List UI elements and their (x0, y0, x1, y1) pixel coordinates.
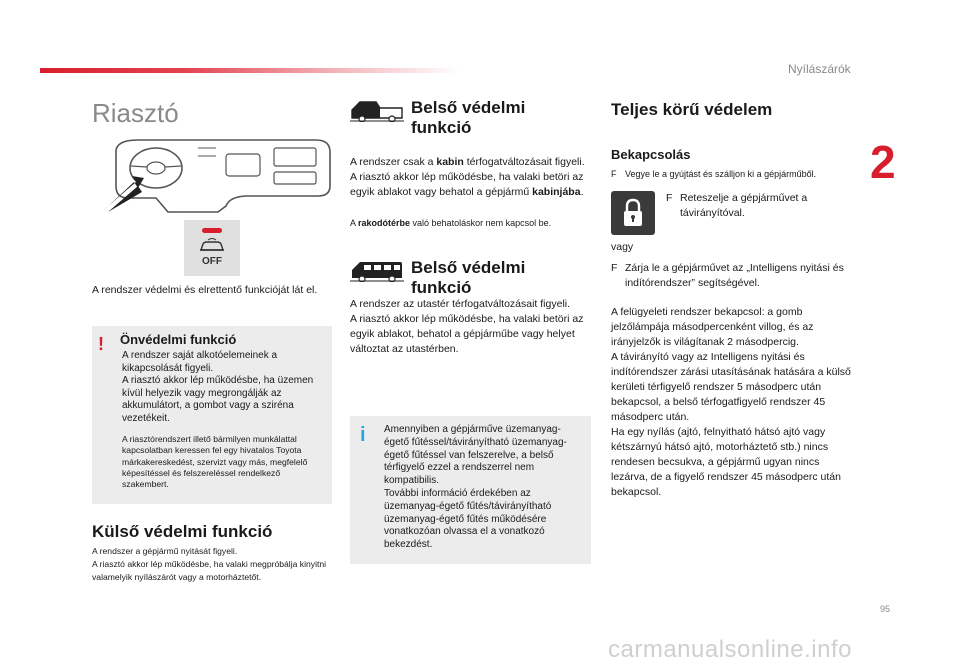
info-icon: i (360, 424, 366, 446)
bullet-symbol: F (611, 262, 618, 274)
text-run: térfogatváltozásait figyeli. A riasztó akkor lép működésbe, ha valaki betöri az egyik ablakot vagy behatol a gépjármű (350, 156, 585, 198)
warning-text-2: A riasztórendszert illető bármilyen munkálattal kapcsolatban keressen fel egy hivatalos Toyota márkakereskedést, szervizt vagy más, megfelelő képesítéssel és felszereléssel rendelkező szakembert. (122, 434, 308, 490)
bullet-symbol: F (666, 192, 673, 204)
watermark: carmanualsonline.info (608, 636, 852, 663)
warning-text-1: A rendszer saját alkotóelemeinek a kikapcsolását figyeli. A riasztó akkor lép működésbe, ha üzemen kívül helyezik vagy megrongálják az akkumulátort, a gombot vagy a sziréna vezetékeit. (122, 350, 314, 424)
text-run-bold: kabin (436, 156, 464, 168)
bullet-text: Reteszelje a gépjárművet a távirányítóval. (680, 192, 808, 219)
alarm-button-panel (184, 220, 240, 276)
activation-description: A felügyeleti rendszer bekapcsol: a gomb jelzőlámpája másodpercenként villog, és az irányjelzők is világítanak 2 másodpercig. A távirányító vagy az Intelligens nyitási és indítórendszer zárási utasításának hatására a külső kerületi térfigyelő rendszer 5 másodperc után bekapcsol, a belső térfogatfigyelő rendszer 45 másodperc után. Ha egy nyílás (ajtó, felnyitható hátsó ajtó vagy kétszárnyú hátsó ajtó, motorháztető stb.) nincs rendesen becsukva, a gépjármű ugyan nincs lezárva, de a figyelő rendszer 45 másodperc után bekapcsol. (611, 306, 851, 498)
external-protection-title: Külső védelmi funkció (92, 522, 273, 541)
activation-subtitle: Bekapcsolás (611, 147, 691, 162)
bullet-remote (666, 191, 846, 221)
cab-van-icon (350, 98, 404, 122)
internal-protection-note-1 (350, 217, 600, 229)
header-accent-bar (40, 68, 460, 73)
passenger-van-icon (350, 258, 404, 282)
full-protection-title: Teljes körű védelem (611, 100, 773, 119)
page-title: Riasztó (92, 98, 179, 128)
internal-protection-text-2: A rendszer az utastér térfogatváltozásait figyeli. A riasztó akkor lép működésbe, ha valaki betöri az egyik ablakot, behatol a gépjárműbe vagy helyet változtat az utastérben. (350, 298, 584, 355)
bullet-text: Zárja le a gépjárművet az „Intelligens nyitási és indítórendszer” segítségével. (625, 262, 844, 289)
text-run-bold: rakodótérbe (358, 218, 411, 228)
warning-title: Önvédelmi funkció (120, 332, 237, 347)
text-run-bold: kabinjába (532, 186, 581, 198)
text-run: való behatoláskor nem kapcsol be. (410, 218, 552, 228)
bullet-ignition (611, 168, 861, 180)
or-label: vagy (611, 241, 634, 253)
riaszto-caption: A rendszer védelmi és elrettentő funkcióját lát el. (92, 284, 318, 296)
page-number: 95 (880, 604, 891, 614)
info-box (350, 416, 591, 564)
bullet-text: Vegye le a gyújtást és szálljon ki a gépjárműből. (625, 169, 817, 179)
internal-protection-text-1 (350, 140, 590, 200)
car-alarm-icon (198, 238, 226, 254)
bullet-symbol: F (611, 169, 617, 179)
section-title: Nyílászárók (788, 62, 851, 76)
warning-icon: ! (98, 334, 104, 354)
info-text: Amennyiben a gépjárműve üzemanyag-égető fűtéssel/távirányítható üzemanyag-égető fűtéssel van felszerelve, a belső térfigyelő ezzel a rendszerrel nem kompatibilis. További információ érdekében az üzemanyag-égető fűtés/távirányítható üzemanyag-égető fűtés működésére vonatkozóan olvassa el a vonatkozó bekezdést. (384, 424, 567, 551)
internal-protection-title-1: Belső védelmi funkció (411, 98, 526, 137)
internal-protection-title-2: Belső védelmi funkció (411, 258, 526, 297)
lock-icon (611, 191, 655, 235)
bullet-smart-entry (611, 261, 851, 291)
chapter-number: 2 (870, 136, 896, 188)
warning-box (92, 326, 332, 504)
off-label: OFF (202, 256, 222, 267)
indicator-lamp (202, 228, 222, 233)
text-run: A (350, 218, 359, 228)
text-run: . (580, 186, 584, 198)
text-run: A rendszer csak a (350, 156, 437, 168)
remote-key-tile (611, 191, 655, 235)
external-protection-text: A rendszer a gépjármű nyitását figyeli. A riasztó akkor lép működésbe, ha valaki megpróbálja kinyitni valamelyik nyílászárót vagy a motorháztetőt. (92, 546, 327, 582)
